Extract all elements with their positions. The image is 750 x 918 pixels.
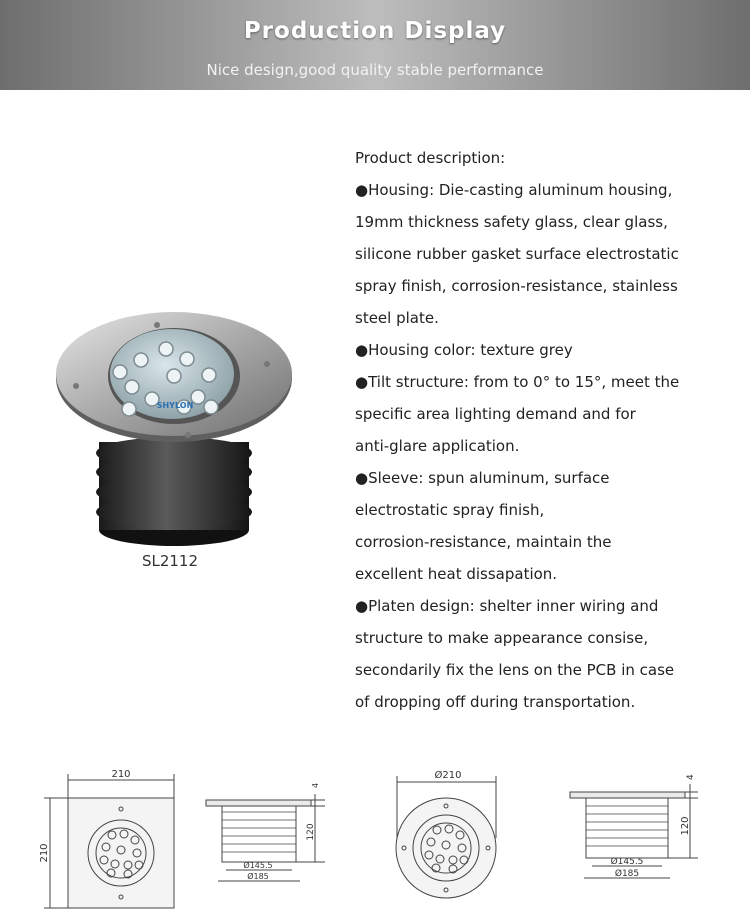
brand-logo: SHYLON xyxy=(156,401,194,410)
description-line: ●Platen design: shelter inner wiring and xyxy=(355,597,659,615)
square-height-label: 210 xyxy=(39,843,50,863)
round-side-drawing xyxy=(564,770,704,890)
square-side-inner-dia: Ø145.5 xyxy=(243,861,273,870)
description-line: excellent heat dissapation. xyxy=(355,565,558,583)
description-line: specific area lighting demand and for xyxy=(355,405,636,423)
square-side-height-label: 120 xyxy=(306,823,316,841)
round-side-outer-dia: Ø185 xyxy=(614,869,640,879)
rubber-sleeve xyxy=(96,437,252,546)
square-width-label: 210 xyxy=(111,769,131,780)
description-line: of dropping off during transportation. xyxy=(355,693,636,711)
description-line: ●Tilt structure: from to 0° to 15°, meet the xyxy=(355,373,680,391)
description-heading: Product description: xyxy=(355,149,506,167)
description-line: electrostatic spray finish, xyxy=(355,501,545,519)
description-line: structure to make appearance consise, xyxy=(355,629,649,647)
page-title: Production Display xyxy=(243,18,507,44)
description-line: anti-glare application. xyxy=(355,437,520,455)
square-top-drawing xyxy=(36,768,186,914)
round-side-inner-dia: Ø145.5 xyxy=(610,857,644,867)
product-photo xyxy=(54,312,294,552)
description-line: ●Housing: Die-casting aluminum housing, xyxy=(355,181,673,199)
model-label: SL2112 xyxy=(141,552,199,570)
square-side-outer-dia: Ø185 xyxy=(247,872,269,881)
description-line: 19mm thickness safety glass, clear glass, xyxy=(355,213,668,231)
description-line: spray finish, corrosion-resistance, stainless xyxy=(355,277,678,295)
description-line: corrosion-resistance, maintain the xyxy=(355,533,612,551)
description-line: secondarily fix the lens on the PCB in case xyxy=(355,661,675,679)
page-subtitle: Nice design,good quality stable performance xyxy=(206,61,544,79)
header-banner xyxy=(0,0,750,90)
square-side-drawing xyxy=(200,776,330,892)
round-top-drawing xyxy=(392,768,502,914)
square-side-top-label: 4 xyxy=(311,782,320,788)
round-side-height-label: 120 xyxy=(680,816,691,836)
description-line: ●Sleeve: spun aluminum, surface xyxy=(355,469,610,487)
round-side-top-label: 4 xyxy=(686,774,696,780)
description-line: silicone rubber gasket surface electrostatic xyxy=(355,245,679,263)
round-dia-label: Ø210 xyxy=(434,770,462,781)
description-line: steel plate. xyxy=(355,309,439,327)
product-description xyxy=(355,142,735,718)
description-line: ●Housing color: texture grey xyxy=(355,341,573,359)
